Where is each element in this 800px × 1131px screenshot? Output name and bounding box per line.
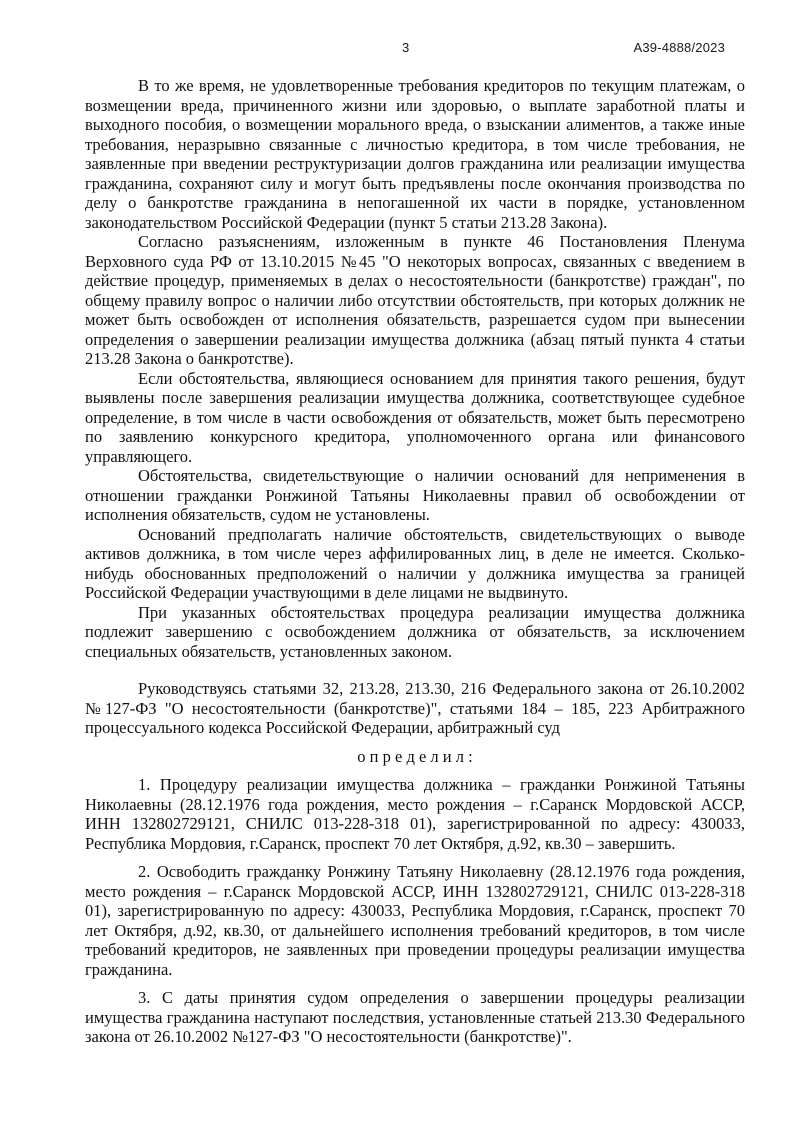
paragraph-procedure-completion: При указанных обстоятельствах процедура реализации имущества должника подлежит завершению с освобождением должника от обязательств, за исключением специальных обязательств, установленных законом. (85, 602, 745, 661)
paragraph-current-payments: В то же время, не удовлетворенные требования кредиторов по текущим платежам, о возмещении вреда, причиненного жизни или здоровью, о выплате заработной платы и выходного пособия, о возмещении морального вреда, о взыскании алиментов, а также иные требования, неразрывно связанные с личностью кредитора, в том числе требования, не заявленные при введении реструктуризации долгов гражданина или реализации имущества гражданина, сохраняют силу и могут быть предъявлены после окончания производства по делу о банкротстве гражданина в непогашенной их части в порядке, установленном законодательством Российской Федерации (пункт 5 статьи 213.28 Закона). (85, 76, 745, 232)
ruling-item-3: 3. С даты принятия судом определения о завершении процедуры реализации имущества гражданина наступают последствия, установленные статьей 213.30 Федерального закона от 26.10.2002 №127-ФЗ "О несостоятельности (банкротстве)". (85, 988, 745, 1046)
page-number: 3 (402, 40, 410, 55)
ruling-item-1: 1. Процедуру реализации имущества должника – гражданки Ронжиной Татьяны Николаевны (28.12.1976 года рождения, место рождения – г.Саранск Мордовской АССР, ИНН 132802729121, СНИЛС 013-228-318 01), зарегистрированной по адресу: 430033, Республика Мордовия, г.Саранск, проспект 70 лет Октября, д.92, кв.30 – завершить. (85, 775, 745, 853)
ruling-label: о п р е д е л и л : (357, 746, 473, 766)
case-number: А39-4888/2023 (633, 40, 725, 55)
paragraph-no-asset-withdrawal: Оснований предполагать наличие обстоятельств, свидетельствующих о выводе активов должника, в том числе через аффилированных лиц, в деле не имеется. Сколько-нибудь обоснованных предположений о наличии у должника имущества за границей Российской Федерации участвующими в деле лицами не выдвинуто. (85, 524, 745, 602)
page-header (85, 40, 725, 56)
paragraph-no-circumstances: Обстоятельства, свидетельствующие о наличии оснований для неприменения в отношении гражданки Ронжиной Татьяны Николаевны правил об освобождении от исполнения обязательств, судом не установлены. (85, 466, 745, 524)
paragraph-plenum-clarification: Согласно разъяснениям, изложенным в пункте 46 Постановления Пленума Верховного суда РФ от 13.10.2015 №45 "О некоторых вопросах, связанных с введением в действие процедур, применяемых в делах о несостоятельности (банкротстве) граждан", по общему правилу вопрос о наличии либо отсутствии обстоятельств, при которых должник не может быть освобожден от исполнения обязательств, разрешается судом при вынесении определения о завершении реализации имущества должника (абзац пятый пункта 4 статьи 213.28 Закона о банкротстве). (85, 232, 745, 368)
paragraph-review-grounds: Если обстоятельства, являющиеся основанием для принятия такого решения, будут выявлены после завершения реализации имущества должника, соответствующее судебное определение, в том числе в части освобождения от обязательств, может быть пересмотрено по заявлению конкурсного кредитора, уполномоченного органа или финансового управляющего. (85, 368, 745, 466)
legal-basis-paragraph: Руководствуясь статьями 32, 213.28, 213.30, 216 Федерального закона от 26.10.2002 №127-ФЗ "О несостоятельности (банкротстве)", статьями 184 – 185, 223 Арбитражного процессуального кодекса Российской Федерации, арбитражный суд (85, 679, 745, 737)
document-body (85, 76, 745, 1047)
ruling-item-2: 2. Освободить гражданку Ронжину Татьяну Николаевну (28.12.1976 года рождения, место рождения – г.Саранск Мордовской АССР, ИНН 132802729121, СНИЛС 013-228-318 01), зарегистрированную по адресу: 430033, Республика Мордовия, г.Саранск, проспект 70 лет Октября, д.92, кв.30, от дальнейшего исполнения требований кредиторов, в том числе требований кредиторов, не заявленных при проведении процедуры реализации имущества гражданина. (85, 862, 745, 979)
